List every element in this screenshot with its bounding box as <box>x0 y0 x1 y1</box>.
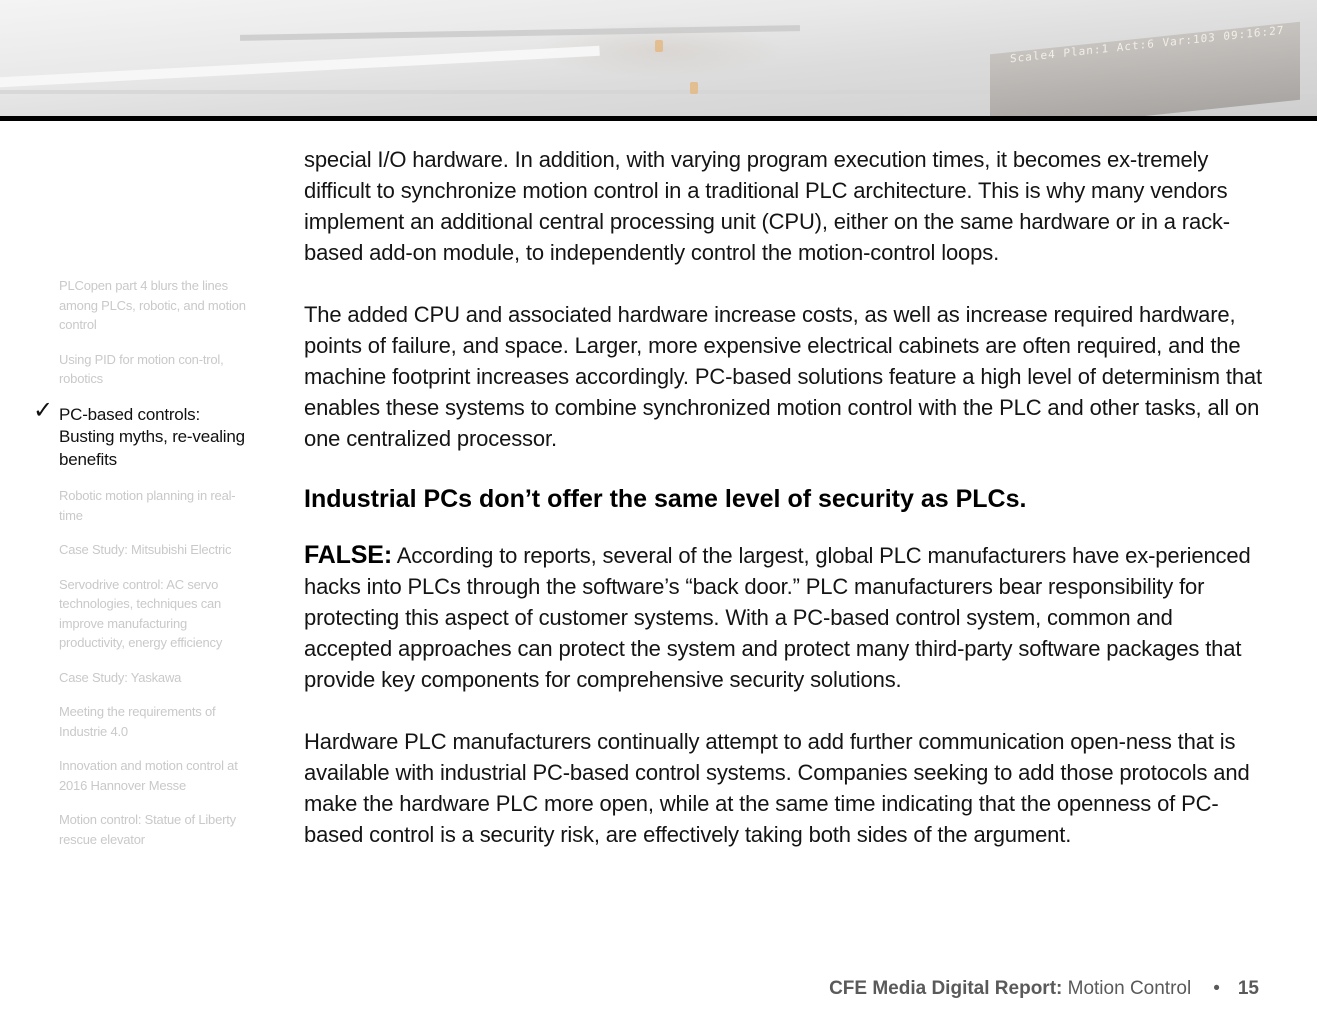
toc-item-label: PC-based controls: Busting myths, re-vealing benefits <box>59 404 245 469</box>
toc-item-plcopen[interactable] <box>59 276 249 335</box>
paragraph: Hardware PLC manufacturers continually attempt to add further communication open-ness that is available with industrial PC-based control systems. Companies seeking to add those protocols and make the hardware PLC more open, while at the same time indicating that the openness of PC-based control is a security risk, are effectively taking both sides of the argument. <box>304 729 1250 847</box>
toc-item-label: Innovation and motion control at 2016 Hannover Messe <box>59 758 238 793</box>
toc-item-robotic-motion[interactable] <box>59 486 249 525</box>
section-heading: Industrial PCs don’t offer the same level of security as PLCs. <box>304 485 1027 513</box>
page-number: 15 <box>1237 978 1259 999</box>
toc-item-label: Case Study: Mitsubishi Electric <box>59 542 232 557</box>
toc-sidebar <box>33 276 249 864</box>
toc-item-label: Meeting the requirements of Industrie 4.0 <box>59 704 216 739</box>
header-photo <box>0 0 1317 116</box>
toc-item-hannover[interactable] <box>59 756 249 795</box>
paragraph: special I/O hardware. In addition, with varying program execution times, it becomes ex-tremely difficult to synchronize motion control in a traditional PLC architecture. This is why many vendors implement an additional central processing unit (CPU), either on the same hardware or in a rack-based add-on module, to independently control the motion-control loops. <box>304 147 1230 265</box>
toc-item-yaskawa[interactable] <box>59 668 249 688</box>
header-lamp <box>655 40 663 52</box>
toc-item-label: Robotic motion planning in real-time <box>59 488 236 523</box>
toc-item-mitsubishi[interactable] <box>59 540 249 560</box>
header-beam <box>240 25 800 41</box>
header-beam <box>0 46 600 88</box>
toc-item-label: PLCopen part 4 blurs the lines among PLCs, robotic, and motion control <box>59 278 246 332</box>
header-lamp <box>690 82 698 94</box>
paragraph-text: According to reports, several of the largest, global PLC manufacturers have ex-perienced hacks into PLCs through the software’s “back door.” PLC manufacturers bear responsibility for protecting this aspect of customer systems. With a PC-based control system, common and accepted approaches can protect the system and protect many third-party software packages that provide key components for comprehensive security solutions. <box>304 543 1251 692</box>
false-label: FALSE: <box>304 541 392 569</box>
header-rule <box>0 116 1317 121</box>
publication-name: CFE Media Digital Report: <box>829 978 1063 999</box>
toc-item-pid[interactable] <box>59 350 249 389</box>
toc-item-label: Motion control: Statue of Liberty rescue elevator <box>59 812 236 847</box>
toc-item-label: Case Study: Yaskawa <box>59 669 182 685</box>
paragraph: The added CPU and associated hardware increase costs, as well as increase required hardware, points of failure, and space. Larger, more expensive electrical cabinets are often required, and the machine footprint increases accordingly. PC-based solutions feature a high level of determinism that enables these systems to combine synchronized motion control with the PLC and other tasks, all on one centralized processor. <box>304 302 1262 451</box>
paragraph <box>304 540 1264 695</box>
bullet-separator: • <box>1213 978 1220 999</box>
toc-item-label: Using PID for motion con-trol, robotics <box>59 351 224 386</box>
toc-item-servodrive[interactable] <box>59 575 249 653</box>
toc-item-industrie[interactable] <box>59 702 249 741</box>
article-body <box>304 144 1264 850</box>
toc-item-statue-of-liberty[interactable] <box>59 810 249 849</box>
toc-item-pc-based-controls[interactable] <box>33 396 249 472</box>
publication-topic: Motion Control <box>1062 978 1192 999</box>
header-display-text: Scale4 Plan:1 Act:6 Var:103 09:16:27 <box>1010 23 1285 66</box>
checkmark-icon: ✓ <box>33 396 53 424</box>
page-footer <box>829 978 1259 1000</box>
toc-item-label: Servodrive control: AC servo technologies, techniques can improve manufacturing productivity, energy efficiency <box>59 576 223 650</box>
